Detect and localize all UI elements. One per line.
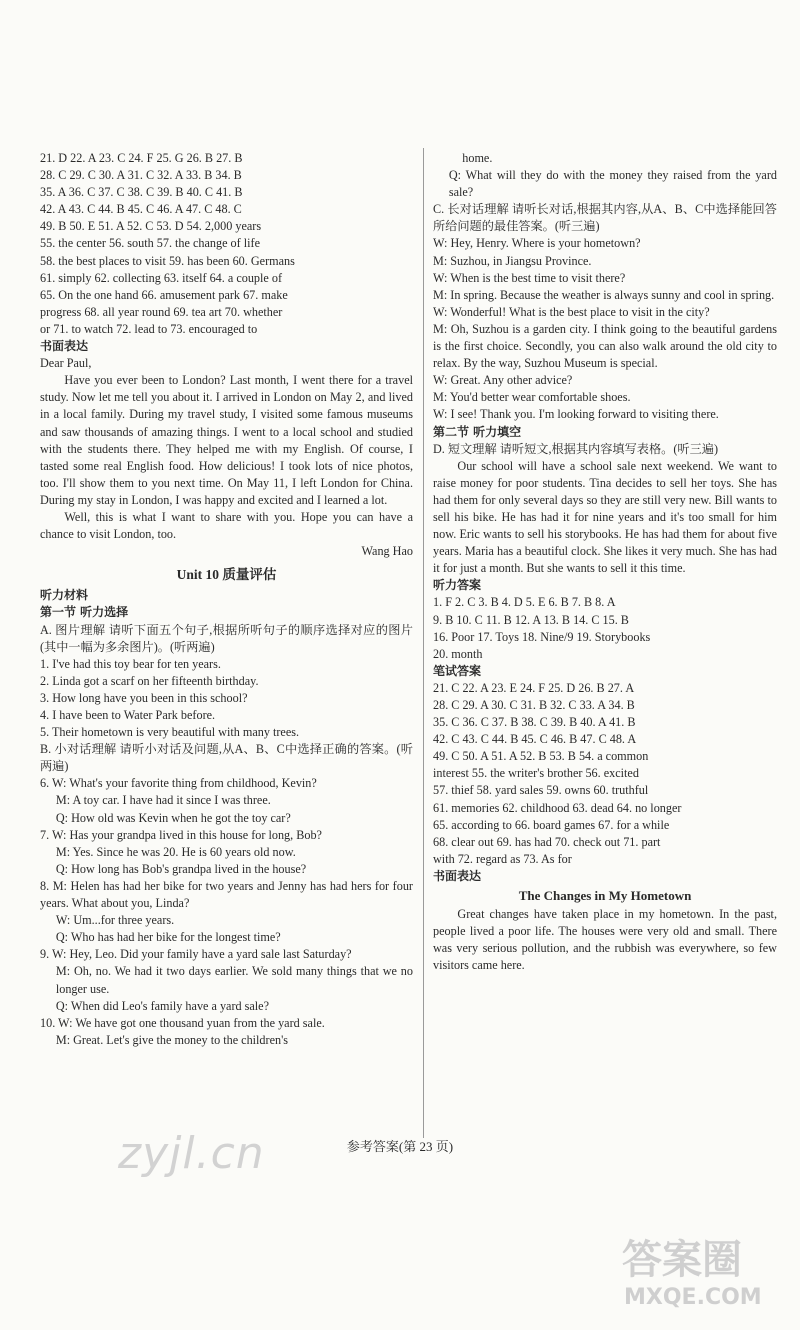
long-dialog-line: M: You'd better wear comfortable shoes. [433,390,631,405]
essay-title: The Changes in My Hometown [518,888,692,904]
part-c-instruction: C. 长对话理解 请听长对话,根据其内容,从A、B、C中选择能回答所给问题的最佳答案。(听三遍) [433,202,777,234]
letter-body: Have you ever been to London? Last month, I went there for a travel study. Now let me tell you about it. I arrived in London on May 2, and lived in a local family. During my travel study, I visited some famous museums and saw thousands of amazing things. I went to a local school and studied with the students there. They helped me with my English. Of course, I tasted some real English food. How delicious! I took lots of nice photos, too. I'll show them to you next time. On May 11, I left London for China. During my stay in London, I was happy and excited and I learned a lot. [40,373,413,507]
answer-line: interest 55. the writer's brother 56. excited [433,766,639,781]
letter-signature: Wang Hao [361,544,413,559]
answer-line: 28. C 29. C 30. A 31. C 32. A 33. B 34. B [40,168,242,183]
answer-line: with 72. regard as 73. As for [433,851,572,866]
answer-line: 61. simply 62. collecting 63. itself 64. a couple of [40,270,283,285]
dialog-line: M: Oh, no. We had it two days earlier. We sold many things that we no longer use. [55,964,413,996]
answer-line: 16. Poor 17. Toys 18. Nine/9 19. Storybooks [433,629,651,644]
answer-line: 49. C 50. A 51. A 52. B 53. B 54. a common [433,749,649,764]
letter-closing: Well, this is what I want to share with you. Hope you can have a chance to visit London, too. [40,509,413,542]
answer-line: 55. the center 56. south 57. the change of life [40,236,260,251]
answer-line: 42. C 43. C 44. B 45. C 46. B 47. C 48. A [433,732,637,747]
answer-line: 35. C 36. C 37. B 38. C 39. B 40. A 41. B [433,715,636,730]
listening-answers-heading: 听力答案 [433,578,482,593]
answer-line: 65. On the one hand 66. amusement park 67. make [40,287,288,302]
answer-line: 65. according to 66. board games 67. for a while [433,817,670,832]
dialog-line: M: Yes. Since he was 20. He is 60 years old now. [55,844,296,859]
answers-block [40,150,413,338]
long-dialog-line: M: Suzhou, in Jiangsu Province. [433,253,592,268]
long-dialog-line: W: Wonderful! What is the best place to visit in the city? [433,304,710,319]
answer-line: progress 68. all year round 69. tea art 70. whether [40,304,283,319]
watermark-logo: 答案圈 [622,1237,742,1283]
letter-salutation: Dear Paul, [40,356,92,371]
dialog-line: M: Great. Let's give the money to the children's [55,1032,289,1047]
answer-line: 1. F 2. C 3. B 4. D 5. E 6. B 7. B 8. A [433,595,616,610]
answer-line: 57. thief 58. yard sales 59. owns 60. truthful [433,783,649,798]
answer-line: 61. memories 62. childhood 63. dead 64. no longer [433,800,682,815]
part-d-instruction: D. 短文理解 请听短文,根据其内容填写表格。(听三遍) [433,441,719,456]
dialog-line: Q: Who has had her bike for the longest time? [55,930,281,945]
page-footer: 参考答案(第 23 页) [346,1139,454,1154]
answer-line: 68. clear out 69. has had 70. check out 71. part [433,834,661,849]
dialog-line: M: A toy car. I have had it since I was three. [55,793,271,808]
part-a-instruction: A. 图片理解 请听下面五个句子,根据所听句子的顺序选择对应的图片(其中一幅为多余图片)。(听两遍) [40,622,413,654]
section-1-heading: 第一节 听力选择 [40,605,129,620]
listening-passage: Our school will have a school sale next weekend. We want to raise money for poor students. Tina decides to sell her toys. She has had them for only several days so they are still very new. Bill wants to sell his bike. He has had it for nine years and it's too small for him now. Eric wants to sell his storybooks. He has had them for about five years. Maria has a beautiful clock. She likes it very much. She has had it for just a month. But she wants to sell it this time. [433,458,777,576]
watermark-site: zyjl.cn [118,1128,265,1179]
dialog-line: 7. W: Has your grandpa lived in this house for long, Bob? [40,827,322,842]
unit-title: Unit 10 质量评估 [176,567,277,583]
part-a-item: 5. Their hometown is very beautiful with many trees. [40,725,300,740]
answer-line: 20. month [433,646,483,661]
written-answers-heading: 笔试答案 [433,663,482,678]
part-a-item: 3. How long have you been in this school? [40,690,248,705]
listening-material-heading: 听力材料 [40,588,89,603]
dialog-line: Q: How old was Kevin when he got the toy car? [55,810,291,825]
writing-heading: 书面表达 [40,339,89,354]
long-dialog-line: M: Oh, Suzhou is a garden city. I think going to the beautiful gardens is the first choice. Secondly, you can also walk around the old city to relax. By the way, Suzhou Museum is special. [433,321,777,371]
dialog-line: Q: When did Leo's family have a yard sale? [55,998,270,1013]
part-a-item: 4. I have been to Water Park before. [40,708,216,722]
left-column [40,150,413,1049]
answer-line: 9. B 10. C 11. B 12. A 13. B 14. C 15. B [433,612,629,627]
watermark-url: MXQE.COM [624,1285,762,1310]
dialog-line: 6. W: What's your favorite thing from childhood, Kevin? [40,776,317,791]
section-2-heading: 第二节 听力填空 [433,424,522,439]
long-dialog-line: W: Hey, Henry. Where is your hometown? [433,236,641,251]
dialog-line: 10. W: We have got one thousand yuan from the yard sale. [40,1015,325,1030]
answer-line: 28. C 29. A 30. C 31. B 32. C 33. A 34. B [433,698,635,712]
long-dialog-line: M: In spring. Because the weather is always sunny and cool in spring. [433,287,775,302]
answer-line: 49. B 50. E 51. A 52. C 53. D 54. 2,000 years [40,219,262,234]
column-divider [423,148,424,1138]
part-a-item: 2. Linda got a scarf on her fifteenth birthday. [40,673,259,688]
answer-line: 35. A 36. C 37. C 38. C 39. B 40. C 41. B [40,185,243,200]
part-b-instruction: B. 小对话理解 请听小对话及问题,从A、B、C中选择正确的答案。(听两遍) [40,742,413,774]
answer-line: or 71. to watch 72. lead to 73. encouraged to [40,321,258,336]
answer-line: 21. D 22. A 23. C 24. F 25. G 26. B 27. B [40,151,243,165]
writing-heading: 书面表达 [433,868,482,883]
long-dialog-line: W: I see! Thank you. I'm looking forward to visiting there. [433,407,719,422]
dialog-line: W: Um...for three years. [55,913,175,928]
dialog-continuation: home. [462,151,493,165]
dialog-question: Q: What will they do with the money they raised from the yard sale? [448,168,777,200]
long-dialog-line: W: Great. Any other advice? [433,373,573,388]
part-a-item: 1. I've had this toy bear for ten years. [40,656,221,671]
answer-line: 58. the best places to visit 59. has been 60. Germans [40,253,295,268]
answer-line: 42. A 43. C 44. B 45. C 46. A 47. C 48. C [40,202,242,217]
long-dialog-line: W: When is the best time to visit there? [433,270,626,285]
essay-body: Great changes have taken place in my hometown. In the past, people lived a poor life. The houses were very old and small. There was very serious pollution, and the rubbish was everywhere, so few visitors came here. [433,907,777,973]
dialog-line: 9. W: Hey, Leo. Did your family have a yard sale last Saturday? [40,947,352,962]
answer-line: 21. C 22. A 23. E 24. F 25. D 26. B 27. A [433,680,635,695]
right-column [433,150,777,975]
dialog-line: Q: How long has Bob's grandpa lived in the house? [55,861,307,876]
dialog-line: 8. M: Helen has had her bike for two years and Jenny has had hers for four years. What about you, Linda? [40,878,413,911]
